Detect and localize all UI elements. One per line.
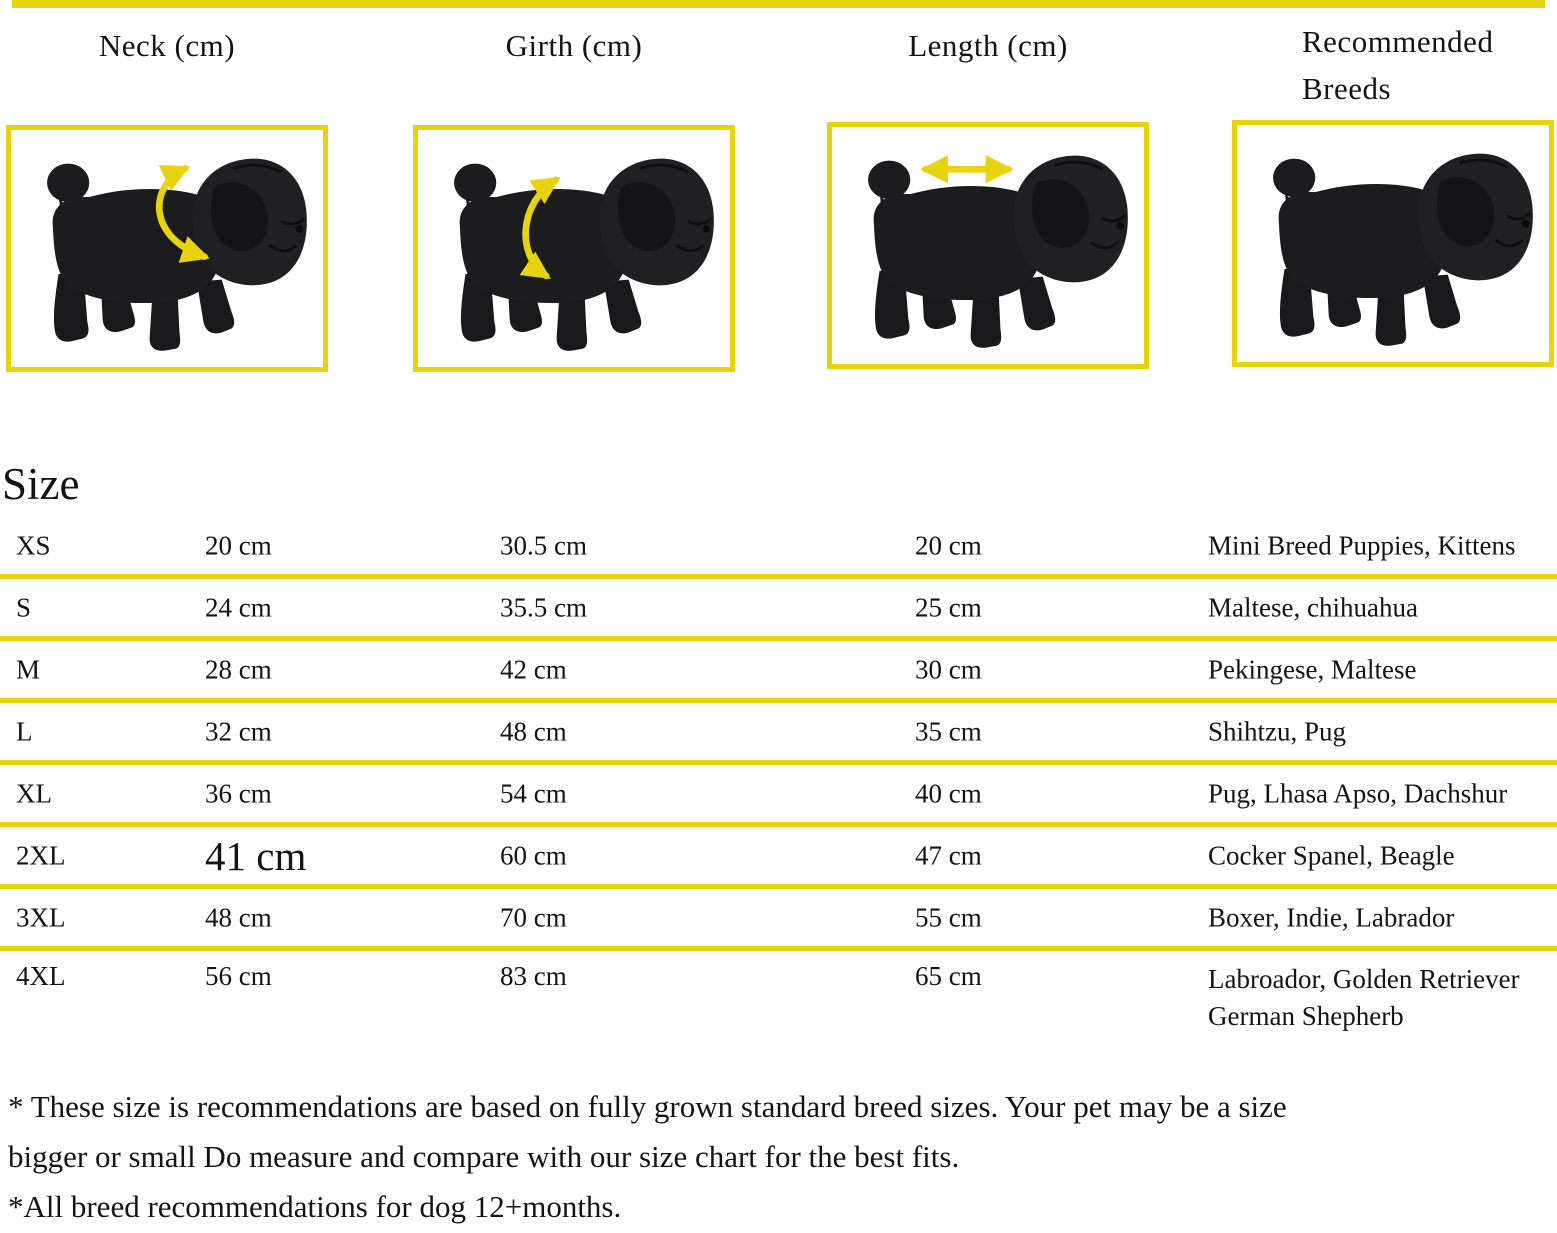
table-row bbox=[0, 703, 1557, 765]
size-label: 4XL bbox=[16, 961, 66, 991]
breeds-value: Pekingese, Maltese bbox=[1208, 654, 1417, 684]
girth-value: 35.5 cm bbox=[500, 592, 587, 622]
breeds-value: Cocker Spanel, Beagle bbox=[1208, 840, 1455, 870]
neck-value: 36 cm bbox=[205, 778, 272, 808]
recommended-breeds-figure bbox=[1232, 120, 1554, 367]
length-measure-figure bbox=[827, 122, 1149, 369]
length-value: 35 cm bbox=[915, 716, 982, 746]
neck-value: 20 cm bbox=[205, 530, 272, 560]
column-header-recommended-breeds: Recommended Breeds bbox=[1302, 24, 1494, 106]
breeds-value: Labroador, Golden Retriever German Shepherb bbox=[1208, 964, 1520, 1031]
table-row bbox=[0, 765, 1557, 827]
pug-mannequin-icon bbox=[832, 127, 1144, 364]
pug-mannequin-icon bbox=[418, 130, 730, 367]
size-label: XL bbox=[16, 778, 52, 808]
breeds-value: Pug, Lhasa Apso, Dachshur bbox=[1208, 778, 1508, 808]
footnote-line: *All breed recommendations for dog 12+months. bbox=[8, 1189, 622, 1224]
breeds-value: Mini Breed Puppies, Kittens bbox=[1208, 530, 1516, 560]
neck-value: 32 cm bbox=[205, 716, 272, 746]
size-label: L bbox=[16, 716, 33, 746]
size-section-heading: Size bbox=[2, 459, 80, 509]
footnote-line: * These size is recommendations are based on fully grown standard breed sizes. Your pet may be a size bbox=[8, 1089, 1287, 1124]
table-row bbox=[0, 951, 1557, 1051]
girth-value: 70 cm bbox=[500, 902, 567, 932]
size-label: S bbox=[16, 592, 32, 622]
table-row bbox=[0, 641, 1557, 703]
footnotes bbox=[8, 1082, 1528, 1232]
top-accent-bar bbox=[12, 0, 1545, 8]
girth-value: 30.5 cm bbox=[500, 530, 587, 560]
table-row bbox=[0, 579, 1557, 641]
girth-value: 60 cm bbox=[500, 840, 567, 870]
pug-mannequin-icon bbox=[11, 130, 323, 367]
length-value: 55 cm bbox=[915, 902, 982, 932]
length-value: 30 cm bbox=[915, 654, 982, 684]
neck-value: 56 cm bbox=[205, 961, 272, 991]
breeds-value: Shihtzu, Pug bbox=[1208, 716, 1347, 746]
size-label: 2XL bbox=[16, 840, 66, 870]
breeds-value: Boxer, Indie, Labrador bbox=[1208, 902, 1455, 932]
table-row bbox=[0, 827, 1557, 889]
table-row bbox=[0, 517, 1557, 579]
neck-value: 28 cm bbox=[205, 654, 272, 684]
size-label: M bbox=[16, 654, 41, 684]
footnote-line: bigger or small Do measure and compare with our size chart for the best fits. bbox=[8, 1139, 960, 1174]
girth-value: 54 cm bbox=[500, 778, 567, 808]
neck-value: 24 cm bbox=[205, 592, 272, 622]
size-table bbox=[0, 517, 1557, 1051]
length-value: 25 cm bbox=[915, 592, 982, 622]
table-row bbox=[0, 889, 1557, 951]
length-value: 65 cm bbox=[915, 961, 982, 991]
breeds-value: Maltese, chihuahua bbox=[1208, 592, 1418, 622]
girth-value: 48 cm bbox=[500, 716, 567, 746]
length-value: 47 cm bbox=[915, 840, 982, 870]
column-header-neck: Neck (cm) bbox=[98, 28, 236, 63]
girth-value: 42 cm bbox=[500, 654, 567, 684]
column-header-length: Length (cm) bbox=[908, 28, 1068, 63]
neck-measure-figure bbox=[6, 125, 328, 372]
girth-measure-figure bbox=[413, 125, 735, 372]
girth-value: 83 cm bbox=[500, 961, 567, 991]
neck-value: 48 cm bbox=[205, 902, 272, 932]
size-label: XS bbox=[16, 530, 51, 560]
column-header-girth: Girth (cm) bbox=[505, 28, 643, 63]
size-label: 3XL bbox=[16, 902, 66, 932]
pug-mannequin-icon bbox=[1237, 125, 1549, 362]
neck-value: 41 cm bbox=[205, 832, 307, 879]
length-value: 20 cm bbox=[915, 530, 982, 560]
length-value: 40 cm bbox=[915, 778, 982, 808]
